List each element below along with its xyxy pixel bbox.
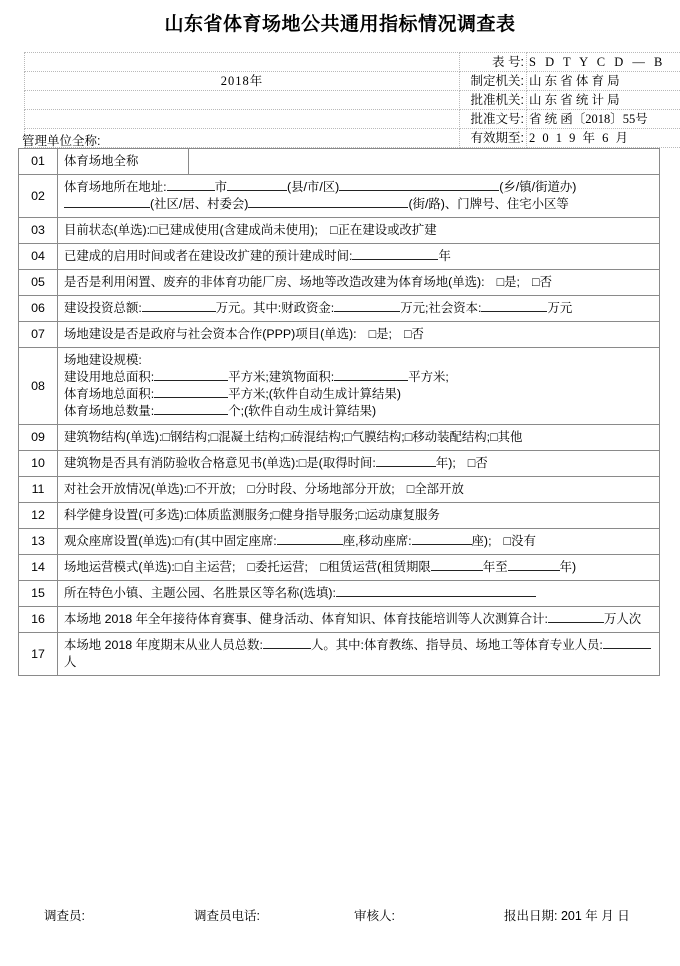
checkbox-icon[interactable]: □ bbox=[174, 560, 183, 574]
fire-option-no: 否 bbox=[475, 456, 488, 470]
converted-facility-option-no: 否 bbox=[539, 275, 552, 289]
header-value-issuing-agency: 山 东 省 体 育 局 bbox=[527, 72, 680, 91]
row-number: 17 bbox=[19, 633, 58, 676]
header-info-box bbox=[24, 52, 666, 148]
checkbox-icon[interactable]: □ bbox=[357, 508, 366, 522]
construction-scale-line-2 bbox=[64, 369, 653, 386]
access-option-full: 全部开放 bbox=[414, 482, 464, 496]
public-access-lead: 对社会开放情况(单选): bbox=[64, 482, 188, 496]
header-left-blank bbox=[25, 110, 460, 129]
venue-name-input[interactable] bbox=[189, 149, 660, 175]
address-county-blank[interactable] bbox=[227, 190, 287, 191]
address-town-unit: (乡/镇/街道办) bbox=[499, 180, 577, 194]
staff-total-blank[interactable] bbox=[263, 648, 311, 649]
footer-surveyor-phone-label: 调查员电话: bbox=[194, 909, 260, 923]
building-structure-lead: 建筑物结构(单选): bbox=[64, 430, 163, 444]
checkbox-icon[interactable]: □ bbox=[210, 430, 219, 444]
row-number: 13 bbox=[19, 529, 58, 555]
header-label-form-no: 表 号: bbox=[460, 53, 527, 72]
ppp-option-no: 否 bbox=[411, 327, 424, 341]
structure-option-brick: 砖混结构; bbox=[291, 430, 345, 444]
checkbox-icon[interactable]: □ bbox=[150, 223, 158, 237]
checkbox-icon[interactable]: □ bbox=[330, 223, 338, 237]
checkbox-icon[interactable]: □ bbox=[467, 456, 476, 470]
footer-reviewer-label: 审核人: bbox=[354, 909, 395, 923]
investment-social-unit: 万元 bbox=[547, 301, 573, 315]
structure-option-modular: 移动装配结构; bbox=[412, 430, 491, 444]
row-number: 12 bbox=[19, 503, 58, 529]
completion-time-cell bbox=[58, 244, 660, 270]
header-label-approval-no: 批准文号: bbox=[460, 110, 527, 129]
fitness-services-lead: 科学健身设置(可多选): bbox=[64, 508, 188, 522]
address-street-blank[interactable] bbox=[248, 207, 408, 208]
row-number: 07 bbox=[19, 322, 58, 348]
fixed-seats-unit: 座,移动座席: bbox=[342, 534, 412, 548]
row-number: 02 bbox=[19, 175, 58, 218]
venue-area-blank[interactable] bbox=[154, 397, 228, 398]
operation-mode-lead: 场地运营模式(单选): bbox=[64, 560, 175, 574]
checkbox-icon[interactable]: □ bbox=[344, 430, 352, 444]
investment-cell bbox=[58, 296, 660, 322]
row-number: 11 bbox=[19, 477, 58, 503]
header-left-blank bbox=[25, 91, 460, 110]
completion-time-lead: 已建成的启用时间或者在建设改扩建的预计建成时间: bbox=[64, 249, 353, 263]
structure-option-concrete: 混凝土结构; bbox=[218, 430, 284, 444]
fitness-services-cell bbox=[58, 503, 660, 529]
checkbox-icon[interactable]: □ bbox=[187, 508, 195, 522]
checkbox-icon[interactable]: □ bbox=[319, 560, 328, 574]
operation-option-self: 自主运营; bbox=[182, 560, 236, 574]
checkbox-icon[interactable]: □ bbox=[247, 560, 255, 574]
investment-fiscal-blank[interactable] bbox=[334, 311, 400, 312]
table-row bbox=[19, 244, 660, 270]
venue-count-note: 个;(软件自动生成计算结果) bbox=[228, 404, 377, 418]
table-row bbox=[19, 149, 660, 175]
building-structure-cell bbox=[58, 425, 660, 451]
staff-professional-blank[interactable] bbox=[603, 648, 651, 649]
operation-option-lease: 租赁运营(租赁期限 bbox=[327, 560, 431, 574]
operation-mode-cell bbox=[58, 555, 660, 581]
converted-facility-cell bbox=[58, 270, 660, 296]
checkbox-icon[interactable]: □ bbox=[162, 430, 170, 444]
row-number: 08 bbox=[19, 348, 58, 425]
investment-total-label: 建设投资总额: bbox=[64, 301, 142, 315]
checkbox-icon[interactable]: □ bbox=[403, 327, 412, 341]
venue-address-line2 bbox=[64, 196, 653, 213]
table-row bbox=[19, 529, 660, 555]
fire-inspection-lead: 建筑物是否具有消防验收合格意见书(单选): bbox=[64, 456, 299, 470]
construction-scale-line-4 bbox=[64, 403, 653, 420]
table-row bbox=[19, 322, 660, 348]
main-form-table bbox=[18, 148, 660, 676]
investment-total-blank[interactable] bbox=[142, 311, 216, 312]
scenic-area-blank[interactable] bbox=[336, 596, 536, 597]
row-number: 14 bbox=[19, 555, 58, 581]
completion-time-unit: 年 bbox=[438, 249, 451, 263]
checkbox-icon[interactable]: □ bbox=[404, 430, 413, 444]
checkbox-icon[interactable]: □ bbox=[283, 430, 292, 444]
header-label-valid-until: 有效期至: bbox=[460, 129, 527, 148]
footer-report-date-label: 报出日期: 201 年 月 日 bbox=[504, 909, 630, 923]
table-row bbox=[19, 175, 660, 218]
address-city-blank[interactable] bbox=[167, 190, 215, 191]
checkbox-icon[interactable]: □ bbox=[174, 534, 183, 548]
scenic-area-cell bbox=[58, 581, 660, 607]
access-option-closed: 不开放; bbox=[194, 482, 236, 496]
header-row bbox=[25, 72, 680, 91]
checkbox-icon[interactable]: □ bbox=[406, 482, 415, 496]
venue-name-label: 体育场地全称 bbox=[58, 149, 189, 175]
fire-year-unit: 年); bbox=[435, 456, 456, 470]
checkbox-icon[interactable]: □ bbox=[247, 482, 255, 496]
table-row bbox=[19, 503, 660, 529]
ppp-project-cell bbox=[58, 322, 660, 348]
address-street-unit: (街/路)、门牌号、住宅小区等 bbox=[408, 197, 569, 211]
seating-option-yes: 有(其中固定座席: bbox=[182, 534, 277, 548]
investment-social-blank[interactable] bbox=[481, 311, 547, 312]
venue-count-blank[interactable] bbox=[154, 414, 228, 415]
fire-year-blank[interactable] bbox=[376, 466, 436, 467]
row-number: 16 bbox=[19, 607, 58, 633]
annual-visits-unit: 万人次 bbox=[603, 612, 642, 626]
construction-scale-title: 场地建设规模: bbox=[64, 353, 142, 367]
annual-visits-cell bbox=[58, 607, 660, 633]
venue-area-label: 体育场地总面积: bbox=[64, 387, 155, 401]
table-row bbox=[19, 425, 660, 451]
staff-total-label: 本场地 2018 年度期末从业人员总数: bbox=[64, 638, 263, 652]
main-form-table-wrap bbox=[18, 148, 660, 676]
checkbox-icon[interactable]: □ bbox=[532, 275, 540, 289]
row-number: 06 bbox=[19, 296, 58, 322]
table-row bbox=[19, 581, 660, 607]
construction-scale-line-3 bbox=[64, 386, 653, 403]
current-status-cell bbox=[58, 218, 660, 244]
staff-count-cell bbox=[58, 633, 660, 676]
fire-inspection-cell bbox=[58, 451, 660, 477]
table-row bbox=[19, 218, 660, 244]
scenic-area-lead: 所在特色小镇、主题公园、名胜景区等名称(选填): bbox=[64, 586, 336, 600]
land-area-blank[interactable] bbox=[154, 380, 228, 381]
investment-social-label: 万元;社会资本: bbox=[400, 301, 482, 315]
lease-to-label: 年至 bbox=[482, 560, 508, 574]
address-city-unit: 市 bbox=[214, 180, 227, 194]
operation-option-entrusted: 委托运营; bbox=[254, 560, 308, 574]
form-footer bbox=[18, 906, 660, 924]
completion-year-blank[interactable] bbox=[352, 259, 438, 260]
header-label-issuing-agency: 制定机关: bbox=[460, 72, 527, 91]
header-row bbox=[25, 110, 680, 129]
table-row bbox=[19, 296, 660, 322]
table-row bbox=[19, 451, 660, 477]
header-value-approval-no: 省 统 函〔2018〕55号 bbox=[527, 110, 680, 129]
table-row bbox=[19, 477, 660, 503]
fitness-option-guidance: 健身指导服务; bbox=[280, 508, 358, 522]
ppp-project-lead: 场地建设是否是政府与社会资本合作(PPP)项目(单选): bbox=[64, 327, 357, 341]
fitness-option-monitoring: 体质监测服务; bbox=[194, 508, 273, 522]
current-status-option-1: 已建成使用(含建成尚未使用); bbox=[157, 223, 318, 237]
header-row bbox=[25, 91, 680, 110]
venue-area-note: 平方米;(软件自动生成计算结果) bbox=[228, 387, 401, 401]
checkbox-icon[interactable]: □ bbox=[272, 508, 281, 522]
investment-fiscal-label: 万元。其中:财政资金: bbox=[215, 301, 335, 315]
header-value-approving-agency: 山 东 省 统 计 局 bbox=[527, 91, 680, 110]
access-option-partial: 分时段、分场地部分开放; bbox=[254, 482, 395, 496]
construction-scale-cell bbox=[58, 348, 660, 425]
checkbox-icon[interactable]: □ bbox=[490, 430, 498, 444]
ppp-option-yes: 是; bbox=[376, 327, 392, 341]
address-community-blank[interactable] bbox=[64, 207, 150, 208]
header-table bbox=[24, 52, 680, 148]
land-area-label: 建设用地总面积: bbox=[64, 370, 155, 384]
checkbox-icon[interactable]: □ bbox=[187, 482, 195, 496]
address-community-unit: (社区/居、村委会) bbox=[150, 197, 249, 211]
movable-seats-blank[interactable] bbox=[412, 544, 472, 545]
annual-visits-lead: 本场地 2018 年全年接待体育赛事、健身活动、体育知识、体育技能培训等人次测算合计: bbox=[64, 612, 548, 626]
venue-address-cell bbox=[58, 175, 660, 218]
header-year: 2018年 bbox=[25, 72, 460, 91]
converted-facility-option-yes: 是; bbox=[504, 275, 520, 289]
row-number: 01 bbox=[19, 149, 58, 175]
staff-professional-label: 人。其中:体育教练、指导员、场地工等体育专业人员: bbox=[310, 638, 603, 652]
annual-visits-blank[interactable] bbox=[548, 622, 604, 623]
row-number: 10 bbox=[19, 451, 58, 477]
row-number: 15 bbox=[19, 581, 58, 607]
public-access-cell bbox=[58, 477, 660, 503]
header-value-valid-until: 2 0 1 9 年 6 月 bbox=[527, 129, 680, 148]
current-status-lead: 目前状态(单选): bbox=[64, 223, 151, 237]
header-value-form-no: S D T Y C D — B bbox=[527, 53, 680, 72]
row-number: 09 bbox=[19, 425, 58, 451]
header-label-approving-agency: 批准机关: bbox=[460, 91, 527, 110]
header-left-blank bbox=[25, 53, 460, 72]
spectator-seating-lead: 观众座席设置(单选): bbox=[64, 534, 175, 548]
fixed-seats-blank[interactable] bbox=[277, 544, 343, 545]
footer-surveyor-label: 调查员: bbox=[44, 909, 85, 923]
spectator-seating-cell bbox=[58, 529, 660, 555]
header-row bbox=[25, 53, 680, 72]
checkbox-icon[interactable]: □ bbox=[368, 327, 377, 341]
staff-professional-unit: 人 bbox=[64, 655, 77, 669]
current-status-option-2: 正在建设或改扩建 bbox=[337, 223, 437, 237]
table-row bbox=[19, 348, 660, 425]
table-row bbox=[19, 270, 660, 296]
address-town-blank[interactable] bbox=[339, 190, 499, 191]
structure-option-airdome: 气膜结构; bbox=[351, 430, 405, 444]
page-title: 山东省体育场地公共通用指标情况调查表 bbox=[164, 14, 516, 35]
checkbox-icon[interactable]: □ bbox=[503, 534, 512, 548]
building-area-unit: 平方米; bbox=[408, 370, 449, 384]
venue-count-label: 体育场地总数量: bbox=[64, 404, 155, 418]
building-area-blank[interactable] bbox=[334, 380, 408, 381]
fitness-option-rehab: 运动康复服务 bbox=[365, 508, 440, 522]
header-row bbox=[25, 129, 680, 148]
checkbox-icon[interactable]: □ bbox=[298, 456, 307, 470]
row-number: 05 bbox=[19, 270, 58, 296]
lease-start-blank[interactable] bbox=[431, 570, 483, 571]
table-row bbox=[19, 633, 660, 676]
address-county-unit: (县/市/区) bbox=[286, 180, 340, 194]
building-area-label: 平方米;建筑物面积: bbox=[228, 370, 335, 384]
table-row bbox=[19, 555, 660, 581]
lease-end-unit: 年) bbox=[559, 560, 577, 574]
structure-option-steel: 钢结构; bbox=[170, 430, 211, 444]
fire-option-yes: 是(取得时间: bbox=[306, 456, 376, 470]
table-row bbox=[19, 607, 660, 633]
lease-end-blank[interactable] bbox=[508, 570, 560, 571]
seating-option-no: 没有 bbox=[511, 534, 536, 548]
checkbox-icon[interactable]: □ bbox=[496, 275, 505, 289]
movable-seats-unit: 座); bbox=[471, 534, 492, 548]
row-number: 04 bbox=[19, 244, 58, 270]
management-unit-label: 管理单位全称: bbox=[22, 134, 101, 148]
converted-facility-lead: 是否是利用闲置、废弃的非体育功能厂房、场地等改造改建为体育场地(单选): bbox=[64, 275, 485, 289]
row-number: 03 bbox=[19, 218, 58, 244]
venue-address-lead: 体育场地所在地址: bbox=[64, 180, 167, 194]
structure-option-other: 其他 bbox=[497, 430, 523, 444]
